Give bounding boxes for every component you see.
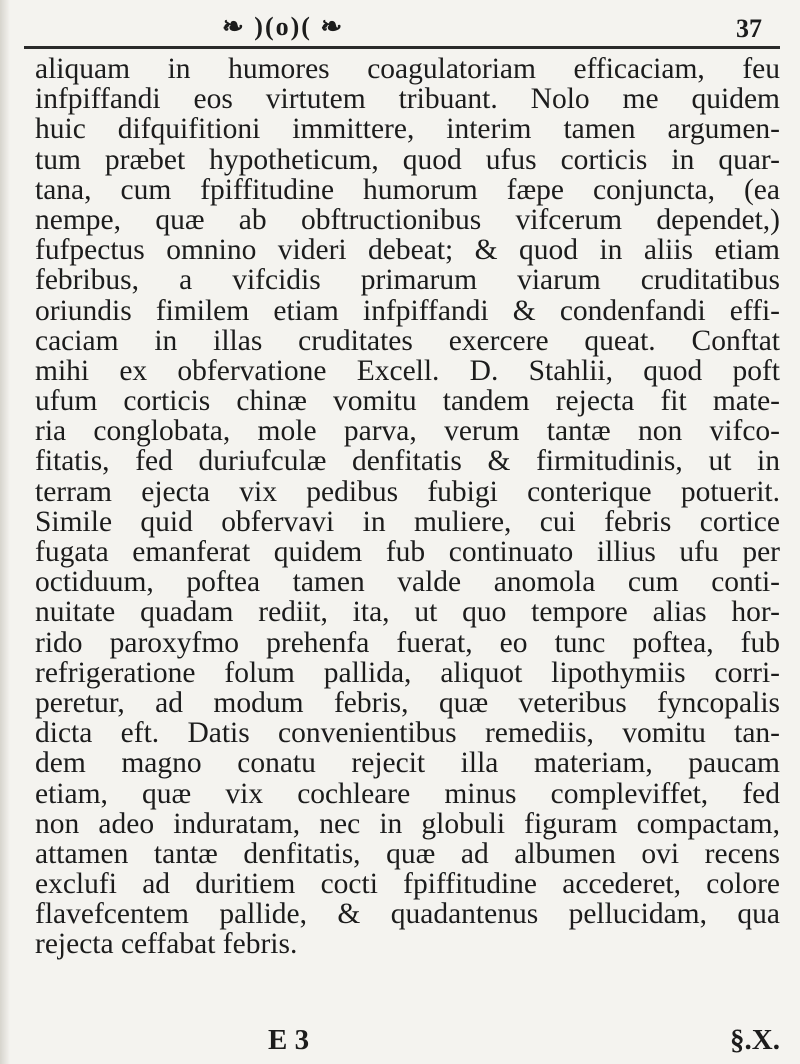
- text-line: octiduum, poftea tamen valde anomola cum conti-: [35, 566, 780, 599]
- text-line: flavefcentem pallide, & quadantenus pellucidam, qua: [35, 898, 780, 931]
- header-rule: [24, 46, 780, 49]
- text-line: nempe, quæ ab obftructionibus vifcerum dependet,): [35, 203, 780, 236]
- text-line: rido paroxyfmo prehenfa fuerat, eo tunc poftea, fub: [35, 626, 780, 659]
- text-line: attamen tantæ denfitatis, quæ ad albumen ovi recens: [35, 837, 780, 870]
- text-line: fugata emanferat quidem fub continuato illius ufu per: [35, 536, 780, 568]
- text-line: fufpectus omnino videri debeat; & quod in aliis etiam: [35, 234, 780, 267]
- text-line: mihi ex obfervatione Excell. D. Stahlii, quod poft: [35, 354, 780, 387]
- text-line: aliquam in humores coagulatoriam efficaciam, feu: [35, 53, 780, 85]
- text-line: Simile quid obfervavi in muliere, cui febris cortice: [35, 505, 780, 538]
- text-line: peretur, ad modum febris, quæ veteribus fyncopalis: [35, 686, 780, 719]
- text-line: tum præbet hypotheticum, quod ufus corticis in quar-: [35, 143, 780, 176]
- running-header: [222, 10, 762, 48]
- text-line: nuitate quadam rediit, ita, ut quo tempore alias hor-: [35, 596, 780, 629]
- header-ornament: ❧ )(o)( ❧: [222, 12, 345, 41]
- text-line: tana, cum fpiffitudine humorum fæpe conjuncta, (ea: [35, 173, 780, 206]
- text-line: huic difquifitioni immittere, interim tamen argumen-: [35, 113, 780, 146]
- text-line: infpiffandi eos virtutem tribuant. Nolo me quidem: [35, 83, 780, 116]
- text-line: etiam, quæ vix cochleare minus compleviffet, fed: [35, 777, 780, 810]
- text-line: febribus, a vifcidis primarum viarum cruditatibus: [35, 264, 780, 297]
- text-line: refrigeratione folum pallida, aliquot lipothymiis corri-: [35, 656, 780, 689]
- page-number: 37: [736, 14, 762, 43]
- text-line: oriundis fimilem etiam infpiffandi & condenfandi effi-: [35, 294, 780, 327]
- page-gutter-shadow: [0, 0, 10, 1064]
- body-text: [35, 54, 780, 960]
- signature-mark: E 3: [268, 1024, 310, 1056]
- text-line: terram ejecta vix pedibus fubigi conterique potuerit.: [35, 475, 780, 508]
- catchword: §.X.: [730, 1024, 780, 1056]
- text-line: ria conglobata, mole parva, verum tantæ non vifco-: [35, 415, 780, 448]
- page-footer: [35, 1024, 780, 1058]
- text-line: non adeo induratam, nec in globuli figuram compactam,: [35, 807, 780, 840]
- text-line: dicta eft. Datis convenientibus remediis, vomitu tan-: [35, 717, 780, 750]
- text-line: dem magno conatu rejecit illa materiam, paucam: [35, 747, 780, 780]
- text-line: ufum corticis chinæ vomitu tandem rejecta fit mate-: [35, 385, 780, 418]
- text-line: rejecta ceffabat febris.: [35, 928, 298, 961]
- text-line: fitatis, fed duriufculæ denfitatis & firmitudinis, ut in: [35, 445, 780, 478]
- text-line: exclufi ad duritiem cocti fpiffitudine accederet, colore: [35, 868, 780, 901]
- text-line: caciam in illas cruditates exercere queat. Conftat: [35, 324, 780, 357]
